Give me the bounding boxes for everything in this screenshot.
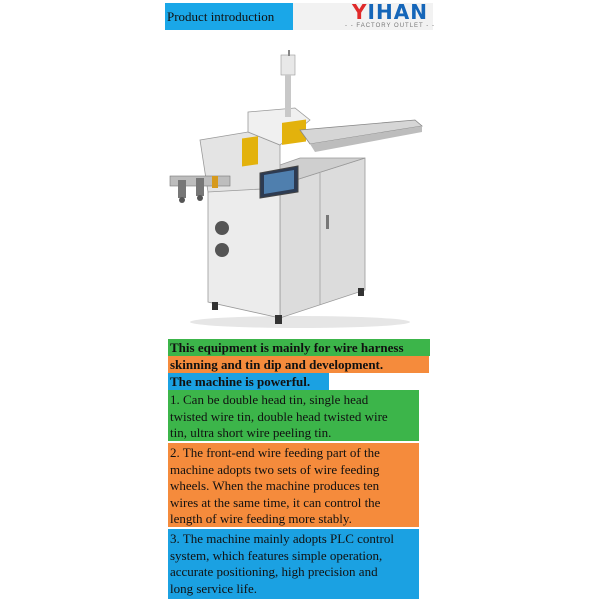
feature-block-2: 2. The front-end wire feeding part of the machine adopts two sets of wire feeding wheels. When the machine produces ten wires at the same time, it can control the length of wire feeding more stably.: [168, 443, 419, 527]
brand-logo: YIHAN - - FACTORY OUTLET - -: [345, 0, 435, 29]
machine-photo: [160, 40, 450, 330]
intro-line-2: skinning and tin dip and development.: [168, 356, 429, 373]
intro-line-3: The machine is powerful.: [168, 373, 329, 390]
intro-line-1: This equipment is mainly for wire harness: [168, 339, 430, 356]
feature-block-3: 3. The machine mainly adopts PLC control system, which features simple operation, accurate positioning, high precision and long service life.: [168, 529, 419, 599]
feature-block-1: 1. Can be double head tin, single head twisted wire tin, double head twisted wire tin, ultra short wire peeling tin.: [168, 390, 419, 441]
section-title-tab: Product introduction: [165, 3, 293, 30]
